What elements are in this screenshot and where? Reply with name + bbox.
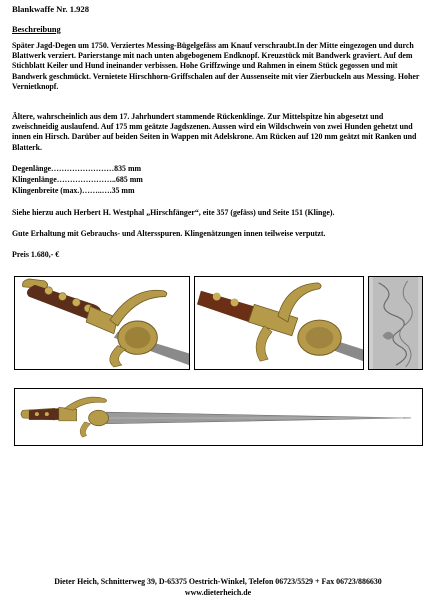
blade-length: Klingenlänge…………………..685 mm <box>12 174 143 184</box>
measurements-list <box>12 164 143 196</box>
literature-reference: Siehe hierzu auch Herbert H. Westphal „Hirschfänger“, eite 357 (gefäss) und Seite 151 (Klinge). <box>12 208 335 217</box>
hilt-photo-outer <box>14 276 190 370</box>
description-paragraph-blade: Ältere, wahrscheinlich aus dem 17. Jahrhundert stammende Rückenklinge. Zur Mittelspitze hin abgesetzt und zweischneidig auslaufend. Auf 175 mm geätzte Jagdszenen. Aussen wird ein Wildschwein von zwei Hunden gehetzt und innen ein Hirsch. Darüber auf beiden Seiten in Wappen mit Adelskrone. Am Rücken auf 120 mm geätzt mit Ranken und Blatterk. <box>12 112 417 152</box>
dealer-address: Dieter Heich, Schnitterweg 39, D-65375 Oestrich-Winkel, Telefon 06723/5529 + Fax 06723/886630 <box>54 577 382 586</box>
dealer-website-link[interactable]: www.dieterheich.de <box>184 588 252 597</box>
hilt-photo-inner <box>194 276 364 370</box>
total-length: Degenlänge……………………835 mm <box>12 164 142 173</box>
full-sword-photo <box>14 388 423 446</box>
item-number-title: Blankwaffe Nr. 1.928 <box>12 4 90 14</box>
blade-width: Klingenbreite (max.)……..….35 mm <box>12 185 135 195</box>
price-label: Preis 1.680,- € <box>12 250 60 259</box>
blade-etching-photo <box>368 276 423 370</box>
condition-note: Gute Erhaltung mit Gebrauchs- und Altersspuren. Klingenätzungen innen teilweise verputzt. <box>12 229 326 238</box>
description-paragraph-hilt: Später Jagd-Degen um 1750. Verziertes Messing-Bügelgefäss am Knauf verschraubt.In der Mitte eingezogen und durch Blattwerk verziert. Parierstange mit nach unten abgebogenem Endknopf. Kreuzstück mit Bandwerk graviert. Auf dem Stichblatt Keiler und Hund ineinander verbissen. Hohe Griffzwinge und Rahmen in einem Stück gegossen und mit Bandwerk geschmückt. Vernietete Hirschhorn-Griffschalen auf der Aussenseite mit vier Zierbuckeln aus Messing. Hoher Vernietknopf. <box>12 41 420 91</box>
section-heading: Beschreibung <box>12 25 61 34</box>
